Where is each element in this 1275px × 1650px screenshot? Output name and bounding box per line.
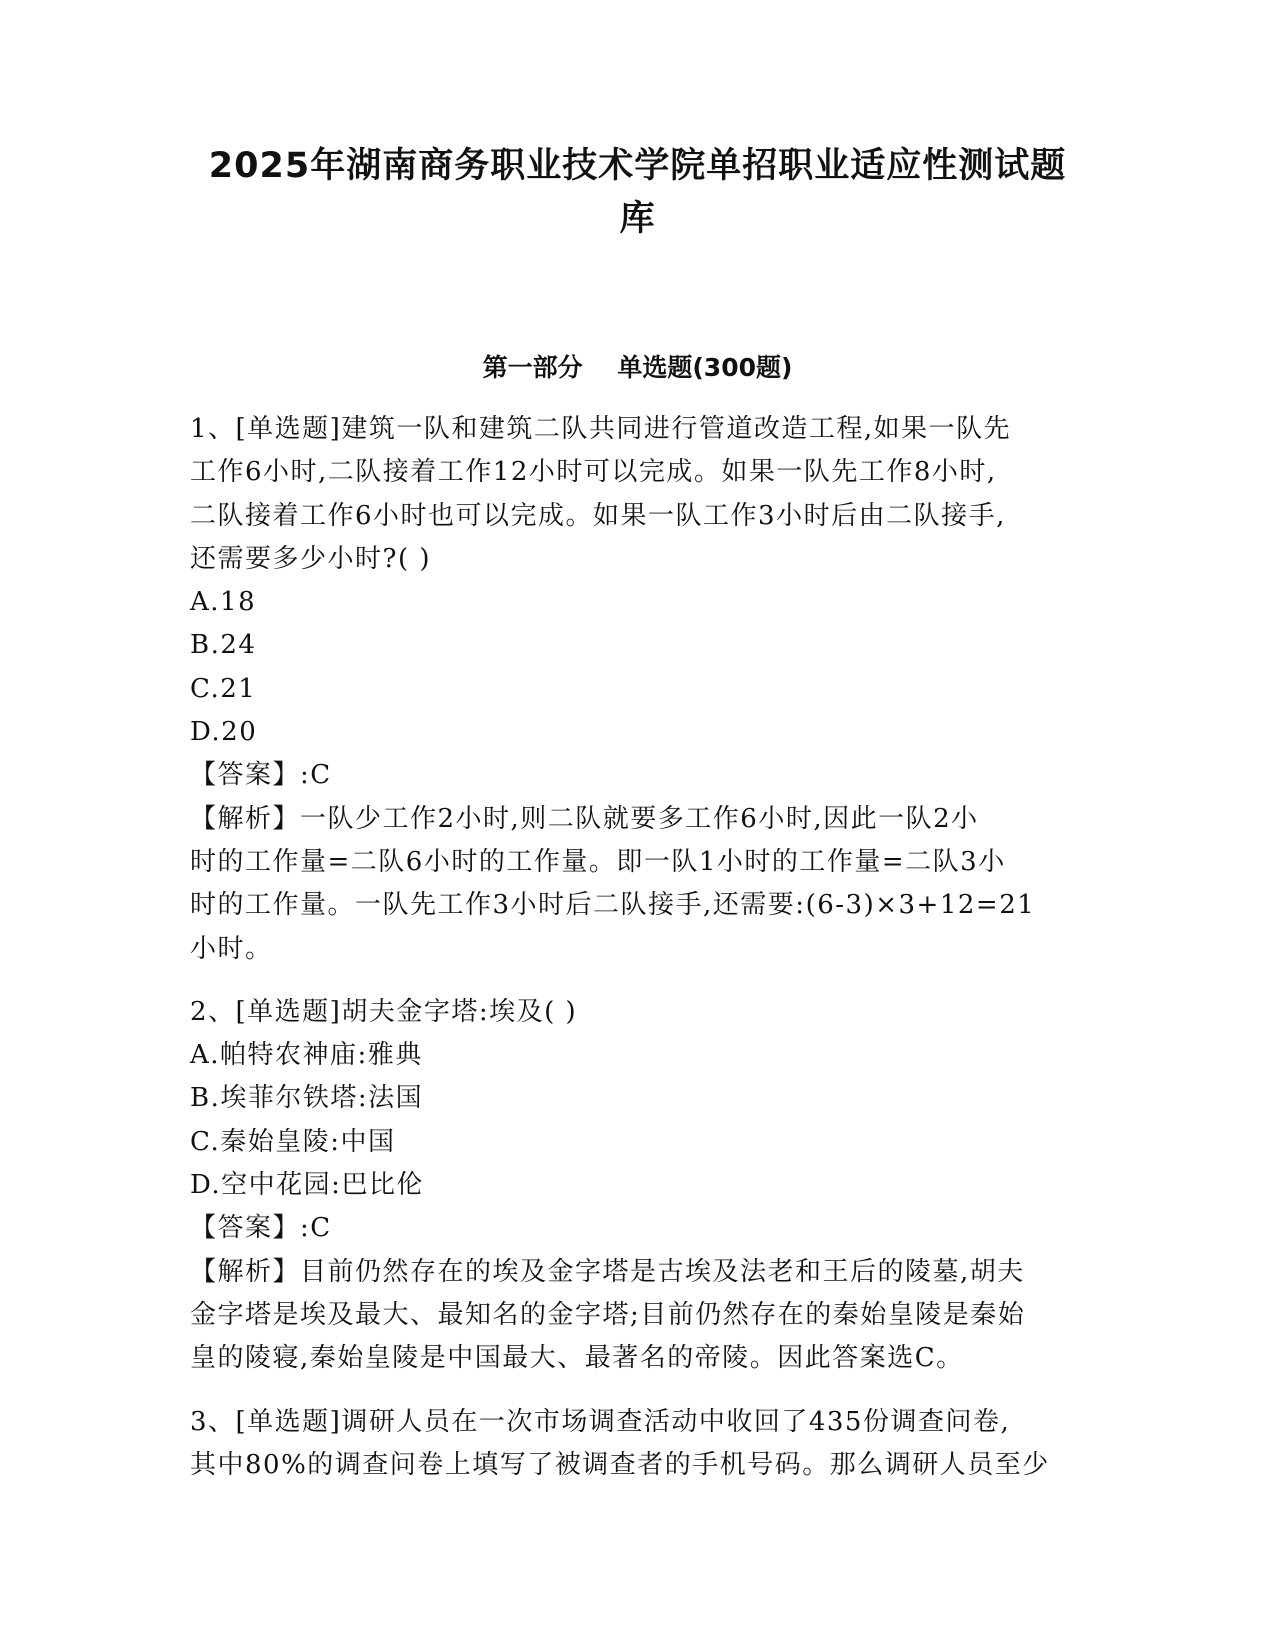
option-c: C.21 <box>190 673 257 704</box>
answer: 【答案】:C <box>190 1213 332 1244</box>
analysis-line: 【解析】目前仍然存在的埃及金字塔是古埃及法老和王后的陵墓,胡夫 <box>190 1256 1025 1287</box>
question-2 <box>190 991 1080 1381</box>
question-stem-line: 工作6小时,二队接着工作12小时可以完成。如果一队先工作8小时, <box>190 457 997 488</box>
question-gap <box>190 1381 1080 1401</box>
question-1 <box>190 408 1080 971</box>
analysis-line: 小时。 <box>190 933 273 964</box>
option-b: B.24 <box>190 630 257 661</box>
question-stem-line: 还需要多少小时?( ) <box>190 543 431 574</box>
answer: 【答案】:C <box>190 760 332 791</box>
question-stem-line: 其中80%的调查问卷上填写了被调查者的手机号码。那么调研人员至少 <box>190 1449 1050 1480</box>
analysis-line: 【解析】一队少工作2小时,则二队就要多工作6小时,因此一队2小 <box>190 803 979 834</box>
option-b: B.埃菲尔铁塔:法国 <box>190 1083 424 1114</box>
question-3 <box>190 1401 1080 1488</box>
option-c: C.秦始皇陵:中国 <box>190 1126 396 1157</box>
section-title: 第一部分 单选题(300题) <box>482 353 793 382</box>
document-title-line-2: 库 <box>619 199 656 239</box>
analysis-line: 皇的陵寝,秦始皇陵是中国最大、最著名的帝陵。因此答案选C。 <box>190 1343 964 1374</box>
question-stem-line: 3、[单选题]调研人员在一次市场调查活动中收回了435份调查问卷, <box>190 1406 1011 1437</box>
option-d: D.20 <box>190 717 258 748</box>
document-title-line-1: 2025年湖南商务职业技术学院单招职业适应性测试题 <box>208 146 1067 186</box>
analysis-line: 金字塔是埃及最大、最知名的金字塔;目前仍然存在的秦始皇陵是秦始 <box>190 1299 1026 1330</box>
option-a: A.帕特农神庙:雅典 <box>190 1040 423 1071</box>
question-stem-line: 1、[单选题]建筑一队和建筑二队共同进行管道改造工程,如果一队先 <box>190 414 1012 444</box>
analysis-line: 时的工作量=二队6小时的工作量。即一队1小时的工作量=二队3小 <box>190 846 1006 877</box>
question-stem-line: 2、[单选题]胡夫金字塔:埃及( ) <box>190 996 578 1027</box>
option-d: D.空中花园:巴比伦 <box>190 1170 424 1201</box>
question-stem-line: 二队接着工作6小时也可以完成。如果一队工作3小时后由二队接手, <box>190 500 1006 531</box>
option-a: A.18 <box>190 587 257 618</box>
question-gap <box>190 971 1080 991</box>
analysis-line: 时的工作量。一队先工作3小时后二队接手,还需要:(6-3)×3+12=21 <box>190 890 1036 921</box>
question-list <box>190 408 1080 1487</box>
